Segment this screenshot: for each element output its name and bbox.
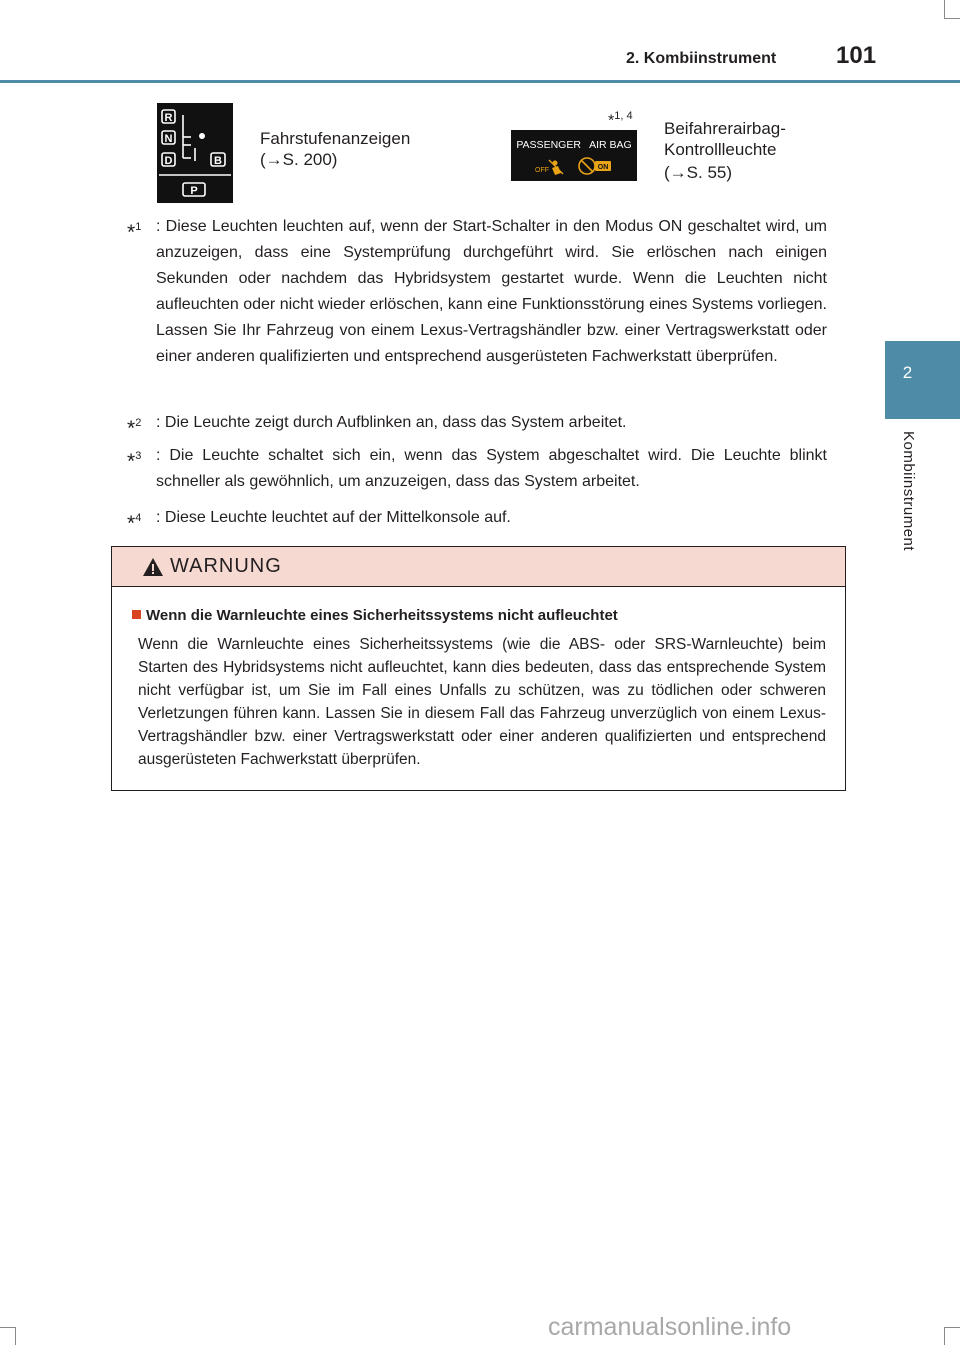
airbag-indicator-label (664, 118, 786, 160)
warning-body: Wenn die Warnleuchte eines Sicherheitssystems (wie die ABS- oder SRS-Warnleuchte) beim Starten des Hybridsystems nicht aufleuchtet, kann dies bedeuten, dass das entsprechende System nicht verfügbar ist, um Sie im Fall eines Unfalls zu schützen, was zu tödlichen oder schweren Verletzungen führen kann. Lassen Sie in diesem Fall das Fahrzeug unverzüglich von einem Lexus-Vertragshändler bzw. einer Vertragswerkstatt oder einer anderen qualifizierten und entsprechend ausgerüsteten Fachwerkstatt überprüfen. (138, 636, 826, 768)
chapter-title: Kombiinstrument (900, 431, 917, 552)
crop-mark (944, 1327, 945, 1345)
chapter-tab (885, 341, 960, 419)
airbag-off-text: OFF (535, 167, 549, 174)
footnote-star: * (127, 417, 136, 440)
watermark: carmanualsonline.info (548, 1313, 792, 1341)
airbag-footnote-mark (608, 110, 633, 130)
footnote (127, 410, 827, 440)
footnote-text: : Diese Leuchten leuchten auf, wenn der Start-Schalter in den Modus ON geschaltet wird, um anzuzeigen, dass eine Systemprüfung durchgeführt wird. Sie erlöschen nach einigen Sekunden oder nachdem das Hybridsystem gestartet wurde. Wenn die Leuchten nicht aufleuchten oder nicht wieder erlöschen, kann eine Funktionsstörung eines Systems vorliegen. Lassen Sie Ihr Fahrzeug von einem Lexus-Vertragshändler bzw. einer Vertragswerkstatt oder einer anderen qualifizierten und entsprechend ausgerüsteten Fachwerkstatt überprüfen. (156, 218, 827, 365)
airbag-label-line2: Kontrollleuchte (664, 140, 777, 159)
passenger-airbag-indicator-icon (511, 130, 637, 181)
footnote-mark (127, 505, 156, 537)
warning-box (111, 546, 846, 791)
crop-mark (944, 18, 960, 19)
footnote-sup: 1 (135, 221, 142, 233)
crop-mark (15, 1327, 16, 1345)
footnote-sup: 4 (135, 512, 142, 524)
footnote-sup: 1, 4 (614, 110, 633, 122)
airbag-person-icon (549, 160, 563, 175)
footnote (127, 505, 827, 535)
gear-b-glyph: B (214, 155, 222, 167)
gear-r-glyph: R (164, 112, 173, 124)
footnote-text: : Diese Leuchte leuchtet auf der Mittelkonsole auf. (156, 509, 511, 526)
airbag-on-text: ON (597, 164, 609, 171)
shift-position-indicator-icon (157, 103, 233, 203)
section-title: 2. Kombiinstrument (626, 50, 777, 67)
footnote-mark (127, 410, 156, 442)
airbag-indicator-page-ref: (→S. 55) (664, 163, 733, 182)
footnote-star: * (127, 450, 136, 473)
shift-indicator-page-ref: (→S. 200) (260, 150, 338, 169)
chapter-number: 2 (902, 363, 913, 382)
footnote-mark (127, 443, 156, 475)
footnote-text: : Die Leuchte schaltet sich ein, wenn das System abgeschaltet wird. Die Leuchte blinkt schneller als gewöhnlich, um anzuzeigen, dass das System arbeitet. (156, 447, 827, 490)
warning-subheading (132, 607, 618, 624)
airbag-image-text: PASSENGER AIR BAG (516, 139, 632, 151)
warning-title: WARNUNG (170, 555, 282, 577)
footnote-mark (127, 214, 156, 246)
gear-p-glyph: P (190, 185, 198, 197)
footnote-sup: 2 (135, 417, 142, 429)
gear-d-glyph: D (164, 155, 173, 167)
footnote-star: * (127, 512, 136, 535)
footnote (127, 214, 827, 370)
footnote-sup: 3 (135, 450, 142, 462)
warning-subheading-text: Wenn die Warnleuchte eines Sicherheitssystems nicht aufleuchtet (146, 607, 618, 624)
warning-triangle-icon (142, 557, 164, 577)
warning-header (112, 547, 845, 587)
airbag-label-line1: Beifahrerairbag- (664, 119, 786, 138)
crop-mark (944, 1327, 960, 1328)
footnote (127, 443, 827, 495)
page-number: 101 (836, 42, 877, 69)
bullet-square-icon (132, 610, 141, 619)
crop-mark (0, 1327, 15, 1328)
footnote-star: * (127, 221, 136, 244)
footnote-star: * (608, 112, 615, 130)
crop-mark (944, 0, 945, 18)
header-rule (0, 80, 960, 83)
shift-indicator-label: Fahrstufenanzeigen (260, 129, 411, 148)
footnote-text: : Die Leuchte zeigt durch Aufblinken an, dass das System arbeitet. (156, 414, 627, 431)
gear-n-glyph: N (164, 133, 173, 145)
